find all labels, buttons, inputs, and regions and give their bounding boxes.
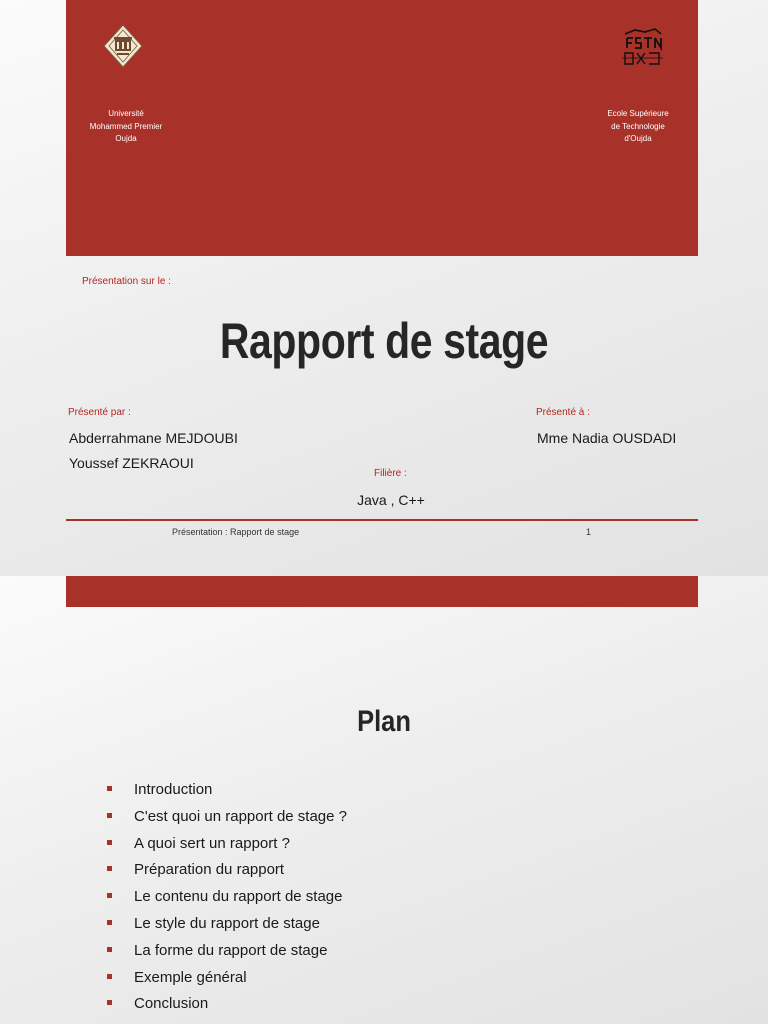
- university-logo: [103, 24, 143, 68]
- plan-slide: [0, 576, 768, 1024]
- list-item: A quoi sert un rapport ?: [106, 833, 347, 860]
- slide-title: Rapport de stage: [219, 313, 549, 369]
- list-item: C'est quoi un rapport de stage ?: [106, 806, 347, 833]
- school-name: Ecole Supérieure de Technologie d'Oujda: [607, 109, 669, 143]
- bullet-icon: [107, 893, 112, 898]
- field-value: Java , C++: [357, 492, 425, 508]
- supervisor-name: Mme Nadia OUSDADI: [537, 430, 677, 446]
- field-label: Filière :: [374, 468, 407, 479]
- author-name: Abderrahmane MEJDOUBI: [69, 430, 238, 446]
- page-number: 1: [586, 527, 592, 537]
- footer-title: Présentation : Rapport de stage: [172, 527, 300, 537]
- bullet-icon: [107, 920, 112, 925]
- university-name: Université Mohammed Premier Oujda: [89, 109, 163, 143]
- list-item: Conclusion: [106, 993, 347, 1020]
- list-item: Introduction: [106, 779, 347, 806]
- header-band: [66, 576, 698, 607]
- presented-to-label: Présenté à :: [536, 407, 590, 418]
- bullet-icon: [107, 786, 112, 791]
- slide-title: Plan: [357, 705, 411, 738]
- subtitle-label: Présentation sur le :: [82, 276, 171, 287]
- author-name: Youssef ZEKRAOUI: [69, 455, 194, 471]
- plan-list: [106, 779, 347, 1020]
- footer-divider: [66, 519, 698, 521]
- presented-by-label: Présenté par :: [68, 407, 131, 418]
- list-item: Le style du rapport de stage: [106, 913, 347, 940]
- list-item: Préparation du rapport: [106, 859, 347, 886]
- list-item: La forme du rapport de stage: [106, 940, 347, 967]
- bullet-icon: [107, 866, 112, 871]
- list-item: Exemple général: [106, 967, 347, 994]
- bullet-icon: [107, 1000, 112, 1005]
- bullet-icon: [107, 840, 112, 845]
- bullet-icon: [107, 974, 112, 979]
- bullet-icon: [107, 813, 112, 818]
- list-item: Le contenu du rapport de stage: [106, 886, 347, 913]
- school-logo: [619, 26, 665, 70]
- bullet-icon: [107, 947, 112, 952]
